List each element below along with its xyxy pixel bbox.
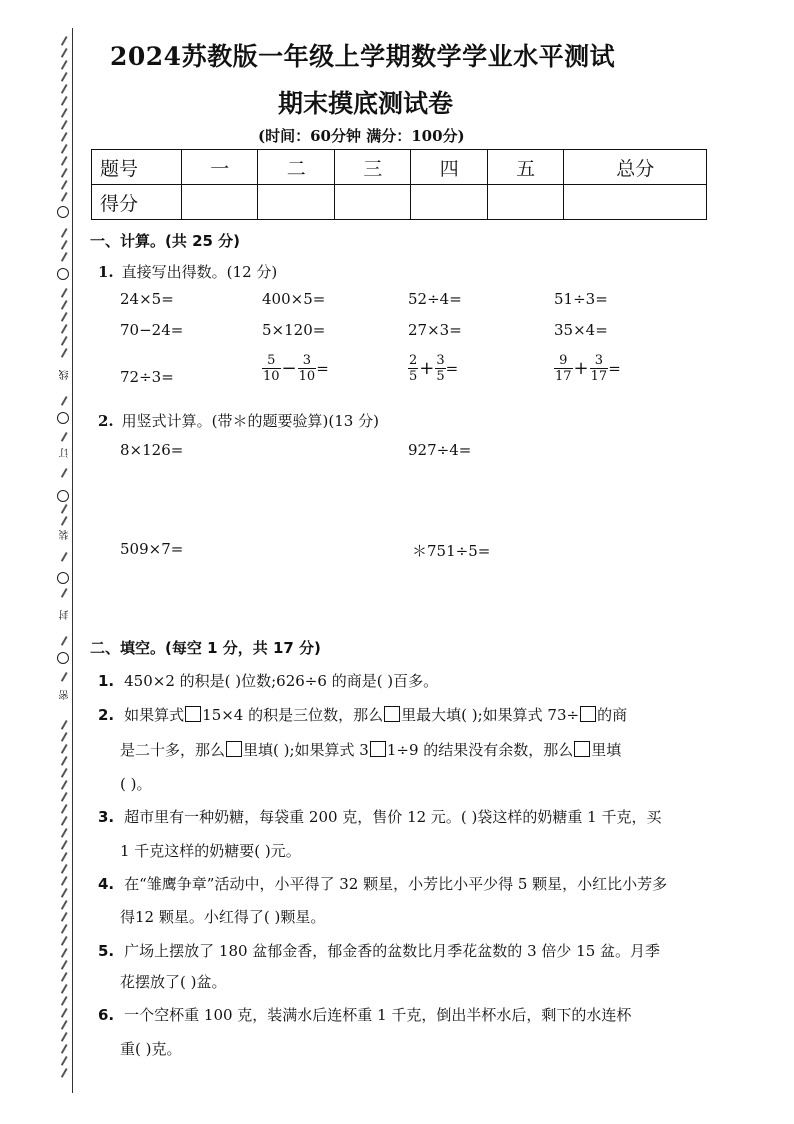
calc-item: 24×5=: [120, 290, 174, 308]
vertical-calc-item: ＊751÷5=: [412, 542, 491, 560]
margin-label-feng: 封: [60, 610, 71, 620]
question-text: 直接写出得数。(12 分): [121, 263, 278, 281]
fill-question-4-line2: 得12 颗星。小红得了( )颗星。: [120, 908, 326, 926]
binding-hole: [57, 268, 69, 280]
score-cell[interactable]: [182, 185, 258, 220]
blank-box[interactable]: [370, 741, 386, 757]
fill-question-1: 1. 450×2 的积是( )位数;626÷6 的商是( )百多。: [98, 672, 439, 690]
calc-item: 27×3=: [408, 321, 462, 339]
vertical-calc-item: 927÷4=: [408, 441, 472, 459]
score-row-label: 得分: [92, 185, 182, 220]
section-2-heading: 二、填空。(每空 1 分，共 17 分): [90, 639, 321, 657]
blank-box[interactable]: [226, 741, 242, 757]
question-1-1: [98, 261, 277, 282]
question-number: 1.: [98, 263, 114, 281]
fraction: $\frac{9}{17}$: [555, 353, 572, 384]
score-header-cell: 四: [411, 150, 487, 185]
page-title: 2024苏教版一年级上学期数学学业水平测试: [110, 42, 616, 71]
fraction-expression: $\frac{5}{10}$ − $\frac{3}{10}$ =: [263, 353, 329, 384]
binding-hole: [57, 652, 69, 664]
score-header-cell: 一: [182, 150, 258, 185]
fraction: $\frac{2}{5}$: [409, 353, 418, 384]
fraction: $\frac{3}{10}$: [298, 353, 316, 384]
section-1-heading: 一、计算。(共 25 分): [90, 232, 241, 250]
blank-box[interactable]: [185, 706, 201, 722]
score-header-cell: 题号: [92, 150, 182, 185]
vertical-calc-item: 509×7=: [120, 540, 184, 558]
calc-item: 70−24=: [120, 321, 184, 339]
fraction-expression: $\frac{2}{5}$ + $\frac{3}{5}$ =: [409, 353, 459, 384]
score-header-cell: 总分: [564, 150, 707, 185]
fill-question-3: 3. 超市里有一种奶糖，每袋重 200 克，售价 12 元。( )袋这样的奶糖重 1 千克，买: [98, 808, 662, 826]
score-cell[interactable]: [334, 185, 410, 220]
fill-question-2-line3: ( )。: [120, 775, 152, 793]
score-header-cell: 五: [487, 150, 563, 185]
question-number: 2.: [98, 706, 115, 724]
question-text: 用竖式计算。(带＊的题要验算)(13 分): [121, 412, 379, 430]
page-subtitle: 期末摸底测试卷: [278, 89, 454, 118]
score-cell[interactable]: [564, 185, 707, 220]
fill-question-6-line2: 重( )克。: [120, 1040, 182, 1058]
fill-question-4: 4. 在“雏鹰争章”活动中，小平得了 32 颗星，小芳比小平少得 5 颗星，小红比小芳多: [98, 875, 668, 893]
blank-box[interactable]: [574, 741, 590, 757]
calc-item: 51÷3=: [554, 290, 608, 308]
margin-label-mi: 密: [60, 690, 71, 700]
vertical-calc-item: 8×126=: [120, 441, 184, 459]
score-cell[interactable]: [487, 185, 563, 220]
margin-label-zhuang: 装: [60, 530, 71, 540]
margin-label-xian: 线: [60, 370, 71, 380]
fill-question-6: 6. 一个空杯重 100 克，装满水后连杯重 1 千克，倒出半杯水后，剩下的水连杯: [98, 1006, 632, 1024]
binding-hole: [57, 206, 69, 218]
score-header-cell: 二: [258, 150, 334, 185]
score-cell[interactable]: [258, 185, 334, 220]
score-table: [91, 149, 707, 220]
blank-box[interactable]: [580, 706, 596, 722]
calc-item: 72÷3=: [120, 368, 174, 386]
question-number: 2.: [98, 412, 114, 430]
blank-box[interactable]: [384, 706, 400, 722]
fill-question-2: 2. 如果算式 15×4 的积是三位数，那么 里最大填( );如果算式 73÷ 的商: [98, 706, 628, 724]
fraction: $\frac{3}{17}$: [590, 353, 608, 384]
calc-item: 5×120=: [262, 321, 326, 339]
fill-question-5: 5. 广场上摆放了 180 盆郁金香，郁金香的盆数比月季花盆数的 3 倍少 15 盆。月季: [98, 942, 661, 960]
calc-item: 52÷4=: [408, 290, 462, 308]
calc-item: 35×4=: [554, 321, 608, 339]
fill-question-5-line2: 花摆放了( )盆。: [120, 973, 227, 991]
binding-margin: [54, 28, 73, 1093]
fraction: $\frac{5}{10}$: [263, 353, 280, 384]
binding-hole: [57, 490, 69, 502]
score-cell[interactable]: [411, 185, 487, 220]
fraction-expression: $\frac{9}{17}$ + $\frac{3}{17}$ =: [555, 353, 621, 384]
margin-label-ding: 订: [60, 448, 71, 458]
score-table-header-row: [92, 150, 707, 185]
exam-info: (时间：60分钟 满分：100分): [258, 127, 465, 145]
score-table-score-row: [92, 185, 707, 220]
fill-question-3-line2: 1 千克这样的奶糖要( )元。: [120, 842, 301, 860]
calc-item: 400×5=: [262, 290, 326, 308]
fraction: $\frac{3}{5}$: [436, 353, 445, 384]
fill-question-2-line2: 是二十多，那么 里填( );如果算式 3 1÷9 的结果没有余数，那么 里填: [120, 741, 622, 759]
score-header-cell: 三: [334, 150, 410, 185]
binding-hole: [57, 412, 69, 424]
question-1-2: [98, 410, 379, 431]
binding-hole: [57, 572, 69, 584]
